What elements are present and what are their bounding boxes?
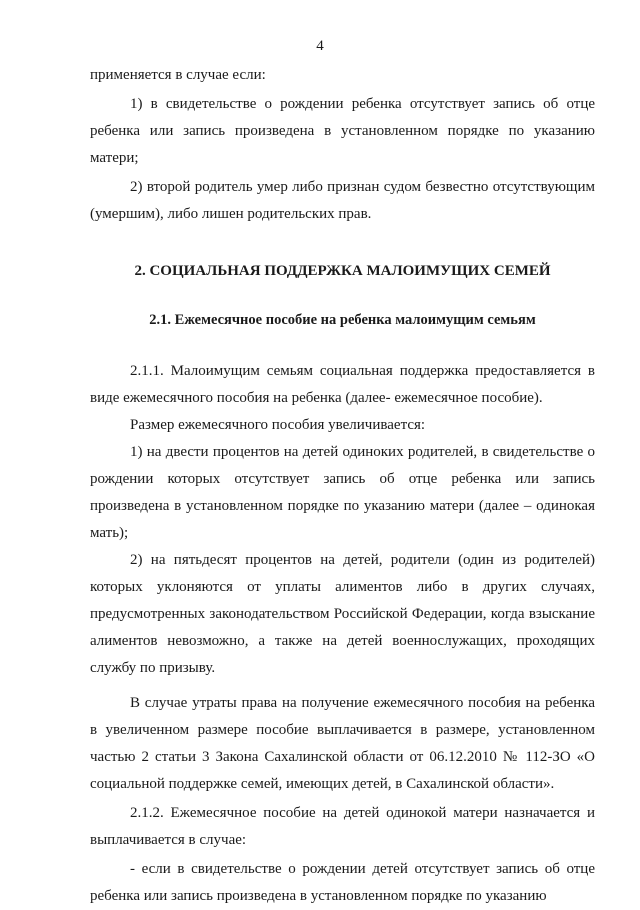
paragraph-condition-2: 2) второй родитель умер либо признан судом безвестно отсутствующим (умершим), либо лишен родительских прав.	[90, 179, 595, 222]
paragraph-loss-of-right: В случае утраты права на получение ежемесячного пособия на ребенка в увеличенном размере пособие выплачивается в размере, установленном частью 2 статьи 3 Закона Сахалинской области от 06.12.2010 № 112-ЗО «О социальной поддержке семей, имеющих детей, в Сахалинской области».	[90, 695, 595, 792]
paragraph-item-2: 2) на пятьдесят процентов на детей, родители (один из родителей) которых уклоняются от уплаты алиментов либо в других случаях, предусмотренных законодательством Российской Федерации, когда взыскание алиментов невозможно, а также на детей военнослужащих, проходящих службу по призыву.	[90, 552, 595, 676]
subsection-heading: 2.1. Ежемесячное пособие на ребенка малоимущим семьям	[149, 312, 536, 328]
paragraph-intro: применяется в случае если:	[90, 67, 266, 83]
document-body	[90, 62, 595, 910]
page-number: 4	[316, 38, 324, 54]
paragraph-2-1-1: 2.1.1. Малоимущим семьям социальная поддержка предоставляется в виде ежемесячного пособия на ребенка (далее- ежемесячное пособие).	[90, 363, 595, 406]
paragraph-condition-1: 1) в свидетельстве о рождении ребенка отсутствует запись об отце ребенка или запись произведена в установленном порядке по указанию матери;	[90, 96, 595, 166]
paragraph-item-1: 1) на двести процентов на детей одиноких родителей, в свидетельстве о рождении которых отсутствует запись об отце ребенка или запись произведена в установленном порядке по указанию матери (далее – одинокая мать);	[90, 444, 595, 541]
paragraph-2-1-2: 2.1.2. Ежемесячное пособие на детей одинокой матери назначается и выплачивается в случае:	[90, 805, 595, 848]
section-heading: 2. СОЦИАЛЬНАЯ ПОДДЕРЖКА МАЛОИМУЩИХ СЕМЕЙ	[134, 263, 551, 279]
paragraph-single-mother-condition: - если в свидетельстве о рождении детей отсутствует запись об отце ребенка или запись произведена в установленном порядке по указанию	[90, 861, 595, 904]
paragraph-size-increase: Размер ежемесячного пособия увеличивается:	[130, 417, 426, 433]
